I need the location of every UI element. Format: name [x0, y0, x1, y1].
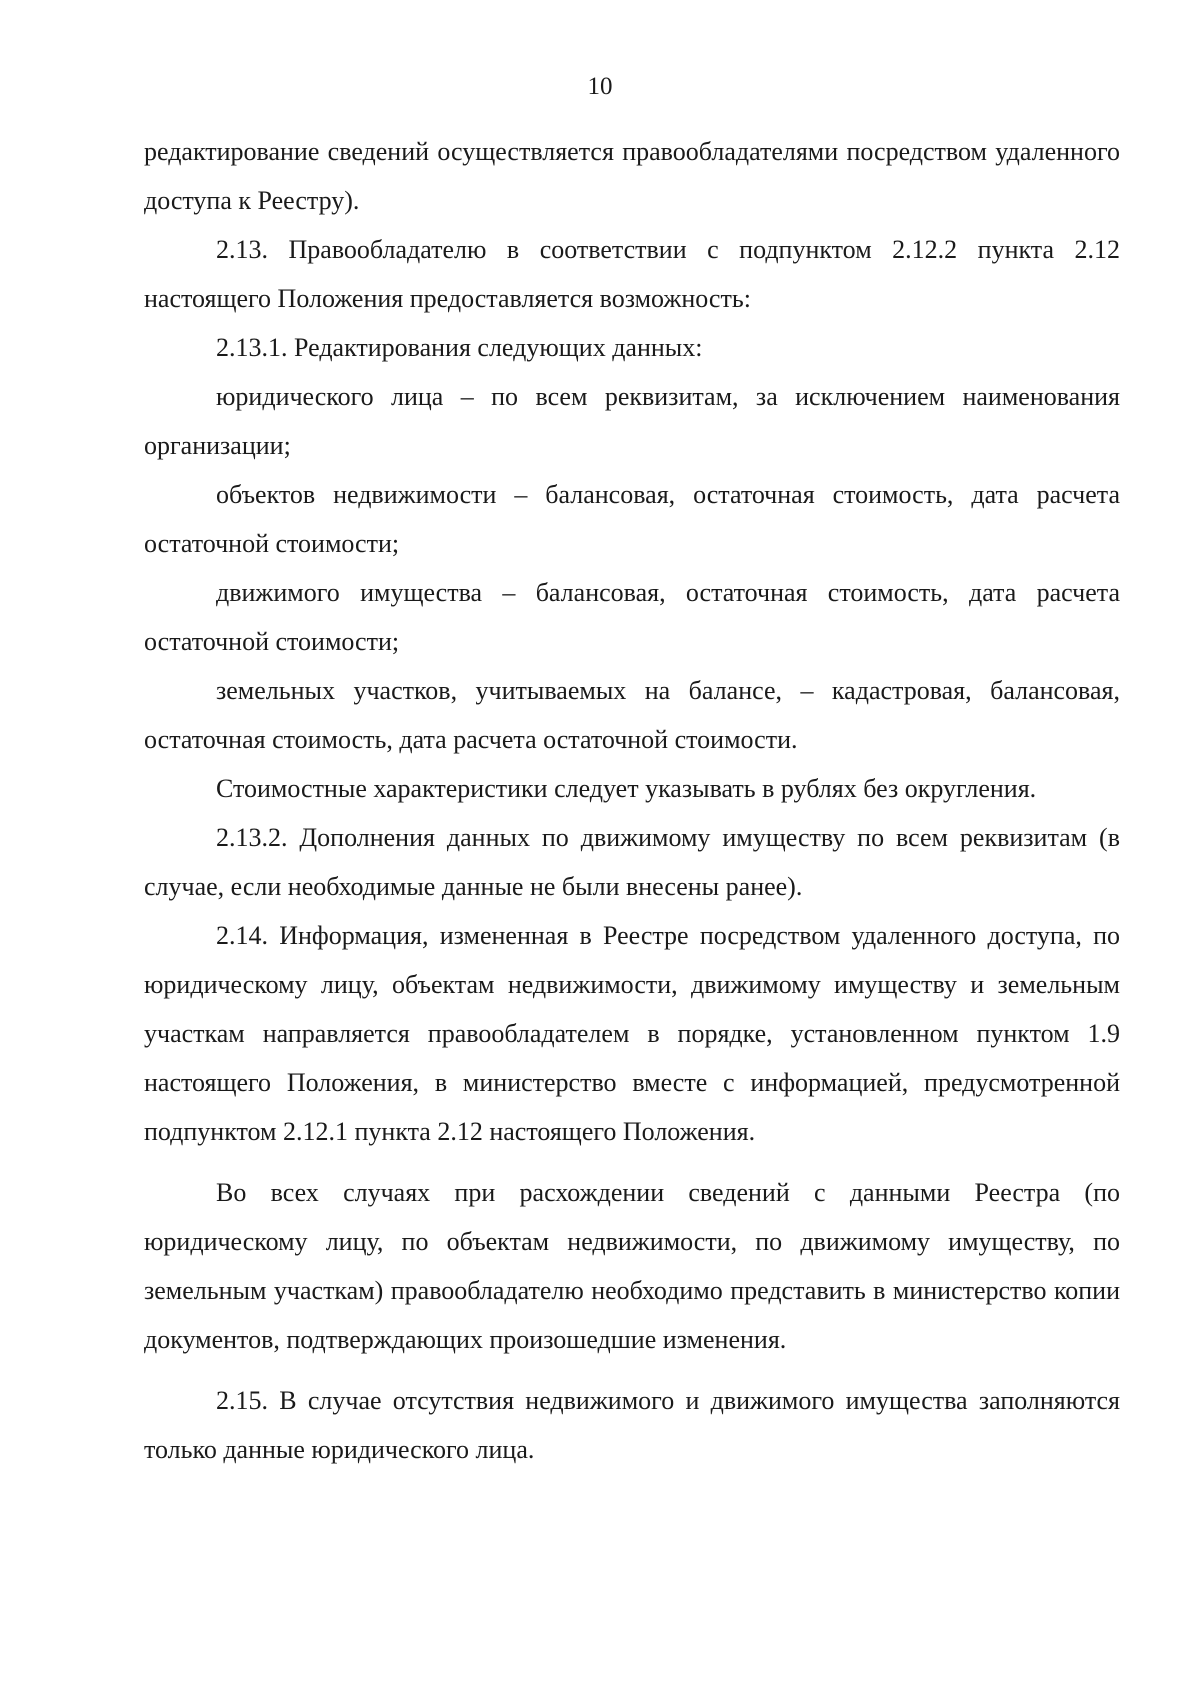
paragraph-real-estate: объектов недвижимости – балансовая, остаточная стоимость, дата расчета остаточной стоимости;: [144, 480, 1120, 558]
paragraph-2-14: 2.14. Информация, измененная в Реестре посредством удаленного доступа, по юридическому лицу, объектам недвижимости, движимому имуществу и земельным участкам направляется правообладателем в порядке, установленном пунктом 1.9 настоящего Положения, в министерство вместе с информацией, предусмотренной подпунктом 2.12.1 пункта 2.12 настоящего Положения.: [144, 921, 1120, 1146]
paragraph-movable-property: движимого имущества – балансовая, остаточная стоимость, дата расчета остаточной стоимости;: [144, 578, 1120, 656]
paragraph-2-13-2: 2.13.2. Дополнения данных по движимому имуществу по всем реквизитам (в случае, если необходимые данные не были внесены ранее).: [144, 823, 1120, 901]
paragraph-discrepancies: Во всех случаях при расхождении сведений с данными Реестра (по юридическому лицу, по объектам недвижимости, по движимому имуществу, по земельным участкам) правообладателю необходимо представить в министерство копии документов, подтверждающих произошедшие изменения.: [144, 1178, 1120, 1354]
paragraph-cost-characteristics: Стоимостные характеристики следует указывать в рублях без округления.: [216, 774, 1037, 803]
paragraph-2-13: 2.13. Правообладателю в соответствии с подпунктом 2.12.2 пункта 2.12 настоящего Положения предоставляется возможность:: [144, 235, 1120, 313]
page-number: 10: [587, 73, 613, 100]
paragraph-land-plots: земельных участков, учитываемых на балансе, – кадастровая, балансовая, остаточная стоимость, дата расчета остаточной стоимости.: [144, 676, 1120, 754]
paragraph-2-13-1: 2.13.1. Редактирования следующих данных:: [216, 333, 703, 362]
document-body: [144, 127, 1120, 1474]
paragraph-legal-entity: юридического лица – по всем реквизитам, за исключением наименования организации;: [144, 382, 1120, 460]
paragraph-2-15: 2.15. В случае отсутствия недвижимого и движимого имущества заполняются только данные юридического лица.: [144, 1386, 1120, 1464]
paragraph-continuation: редактирование сведений осуществляется правообладателями посредством удаленного доступа к Реестру).: [144, 137, 1120, 215]
